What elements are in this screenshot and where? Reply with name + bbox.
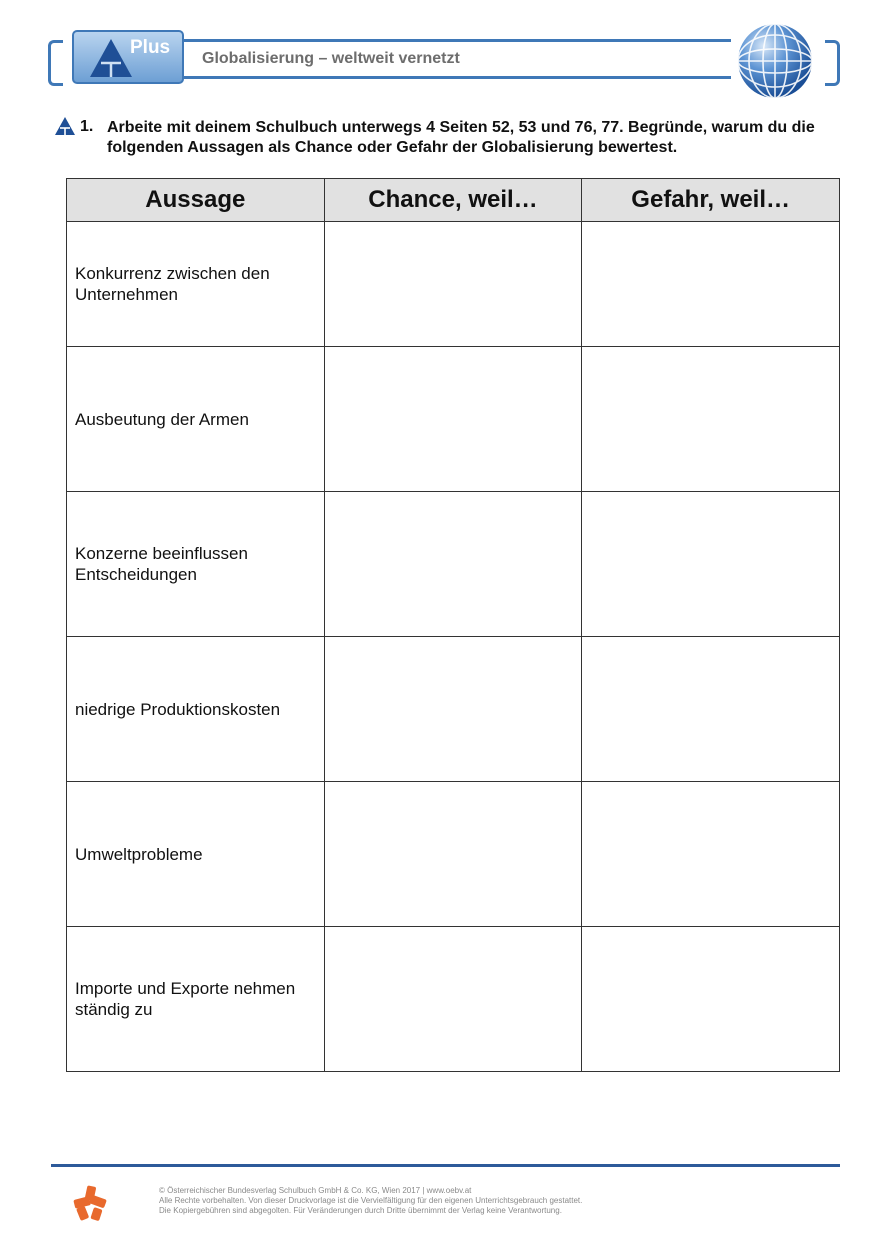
chance-answer-cell[interactable] xyxy=(324,347,582,492)
header-left-bracket xyxy=(48,40,63,86)
statement-cell: Konzerne beeinflussen Entscheidungen xyxy=(67,492,325,637)
table-header-row xyxy=(67,179,840,222)
statement-cell: Importe und Exporte nehmen ständig zu xyxy=(67,927,325,1072)
table-row xyxy=(67,347,840,492)
plus-logo-triangle-icon xyxy=(88,37,134,79)
statement-cell: Konkurrenz zwischen den Unternehmen xyxy=(67,222,325,347)
header-title-bar xyxy=(178,39,731,79)
table-row xyxy=(67,927,840,1072)
chance-answer-cell[interactable] xyxy=(324,222,582,347)
task-triangle-icon xyxy=(54,116,76,136)
gefahr-answer-cell[interactable] xyxy=(582,347,840,492)
globe-icon xyxy=(736,22,814,100)
statement-cell: Ausbeutung der Armen xyxy=(67,347,325,492)
publisher-logo-icon xyxy=(72,1184,110,1222)
statement-cell: Umweltprobleme xyxy=(67,782,325,927)
task-text: Arbeite mit deinem Schulbuch unterwegs 4 Seiten 52, 53 und 76, 77. Begründe, warum du die folgenden Aussagen als Chance oder Gefahr der Globalisierung bewertest. xyxy=(107,119,815,156)
fees-line: Die Kopiergebühren sind abgegolten. Für Veränderungen durch Dritte übernimmt der Verlag keine Verantwortung. xyxy=(159,1206,562,1215)
logo-text: Plus xyxy=(130,37,171,58)
header-right-bracket xyxy=(825,40,840,86)
page-header xyxy=(48,30,840,88)
chance-answer-cell[interactable] xyxy=(324,492,582,637)
gefahr-answer-cell[interactable] xyxy=(582,492,840,637)
gefahr-answer-cell[interactable] xyxy=(582,782,840,927)
column-header-chance: Chance, weil… xyxy=(324,179,582,222)
table-row xyxy=(67,222,840,347)
gefahr-answer-cell[interactable] xyxy=(582,637,840,782)
worksheet-table xyxy=(66,178,840,1072)
footer-divider xyxy=(51,1164,840,1167)
page-title: Globalisierung – weltweit vernetzt xyxy=(202,50,460,67)
column-header-gefahr: Gefahr, weil… xyxy=(582,179,840,222)
task-number: 1. xyxy=(80,118,94,135)
gefahr-answer-cell[interactable] xyxy=(582,927,840,1072)
column-header-aussage: Aussage xyxy=(67,179,325,222)
table-row xyxy=(67,637,840,782)
gefahr-answer-cell[interactable] xyxy=(582,222,840,347)
chance-answer-cell[interactable] xyxy=(324,637,582,782)
table-row xyxy=(67,492,840,637)
rights-line: Alle Rechte vorbehalten. Von dieser Druckvorlage ist die Vervielfältigung für den eigenen Unterrichtsgebrauch gestattet. xyxy=(159,1196,583,1205)
statement-cell: niedrige Produktionskosten xyxy=(67,637,325,782)
copyright-notice xyxy=(159,1186,582,1216)
chance-answer-cell[interactable] xyxy=(324,927,582,1072)
chance-answer-cell[interactable] xyxy=(324,782,582,927)
plus-logo xyxy=(72,30,184,84)
table-row xyxy=(67,782,840,927)
copyright-line: © Österreichischer Bundesverlag Schulbuch GmbH & Co. KG, Wien 2017 | www.oebv.at xyxy=(159,1186,472,1195)
